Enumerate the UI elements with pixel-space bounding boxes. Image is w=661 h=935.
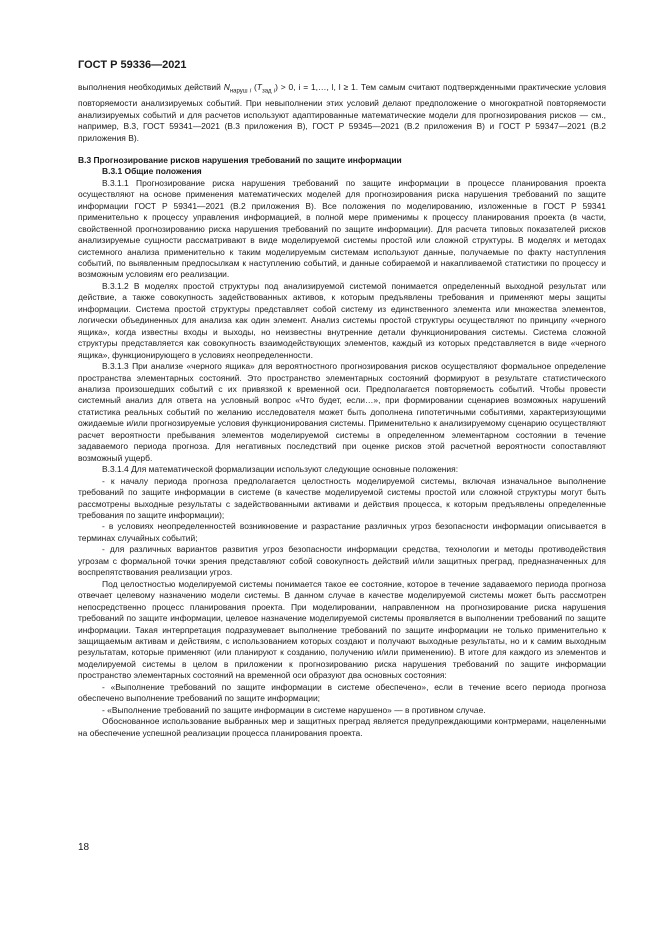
list-item: - «Выполнение требований по защите информации в системе обеспечено», если в течение всего периода прогноза обеспечено выполнение требований по защите информации;	[78, 681, 606, 704]
intro-n-var: N	[223, 82, 230, 92]
list-item: - «Выполнение требований по защите информации в системе нарушено» — в противном случае.	[102, 704, 486, 715]
intro-n-sub-index: i	[249, 88, 252, 95]
list-item: - для различных вариантов развития угроз безопасности информации средства, технологии и методы противодействия угрозам с формальной точки зрения представляют собой совокупность действий и/или защитных преград, предназначенных для воспрепятствования реализации угроз.	[78, 544, 606, 578]
list-item: - к началу периода прогноза предполагается целостность моделируемой системы, включая изначальное выполнение требований по защите информации в системе (в качестве моделируемой системы простой или сложной структуры могут быть рассмотрены выходные результаты с задействованными активами и действия процесса, к которым предъявлены определенные требования по защите информации);	[78, 475, 606, 520]
paragraph-b312: В.3.1.2 В моделях простой структуры под анализируемой системой понимается определенный выходной результат или действие, а также совокупность задействованных активов, к которым предъявлены требования и применяют меры защиты информации. Система простой структуры представляет собой систему из единственного элемента или множества элементов, логически объединенных для анализа как один элемент. Анализ системы простой структуры осуществляют по принципу «черного ящика», когда известны входы и выходы, но неизвестны внутренние детали функционирования системы. Система сложной структуры представляется как совокупность взаимодействующих элементов, каждый из которых представляется в виде «черного ящика», функционирующего в условиях неопределенности.	[78, 280, 606, 360]
page-number: 18	[78, 842, 90, 853]
paragraph-b311: В.3.1.1 Прогнозирование риска нарушения требований по защите информации в процессе планирования проекта осуществляют на основе применения математических моделей для прогнозирования риска нарушения требований по защите информации ГОСТ Р 59341—2021 (В.2 приложения В). Все положения по моделированию, изложенные в ГОСТ Р 59341 применительно к процессу управления информацией, в полной мере применимы к процессу планирования проекта (в части, свойственной прогнозированию риска нарушения требований по защите информации). Для расчета типовых показателей рисков анализируемые сущности рассматривают в виде моделируемой системы простой или сложной структуры. В моделях и методах системного анализа применительно к таким моделируемым системам используют данные, получаемые по факту наступления событий, по выявленным предпосылкам к наступлению событий, и данные собираемой и накапливаемой статистики по процессу и возможным условиям его реализации.	[78, 177, 606, 280]
section-gap	[78, 144, 606, 155]
standard-header: ГОСТ Р 59336—2021	[78, 59, 187, 71]
paragraph-b314: В.3.1.4 Для математической формализации используют следующие основные положения:	[102, 464, 459, 475]
intro-t-sub-index: i	[273, 88, 276, 95]
intro-text-pre: выполнения необходимых действий	[78, 82, 224, 92]
document-body	[78, 82, 606, 739]
list-item: - в условиях неопределенностей возникновение и разрастание различных угроз безопасности информации описывается в терминах случайных событий;	[78, 521, 606, 543]
paragraph-b313: В.3.1.3 При анализе «черного ящика» для вероятностного прогнозирования рисков осуществляют формальное определение пространства элементарных состояний. Это пространство элементарных состояний формируют в результате статистического анализа произошедших событий с их привязкой к временной оси. Предполагается повторяемость событий. Чтобы провести системный анализ для ответа на условный вопрос «Что будет, если…», при формировании сценариев возможных нарушений статистика реальных событий по желанию исследователя может быть дополнена гипотетичными событиями, характеризующими ожидаемые и/или прогнозируемые условия функционирования системы. Применительно к анализируемому сценарию осуществляют расчет вероятности пребывания элементов моделируемой системы в определенном элементарном состоянии в течение задаваемого периода прогноза. Для негативных последствий при оценке рисков этой расчетной вероятности сопоставляют возможный ущерб.	[78, 361, 606, 463]
section-heading: В.3 Прогнозирование рисков нарушения требований по защите информации	[78, 154, 402, 165]
paragraph-conclusion: Обоснованное использование выбранных мер и защитных преград является предупреждающими контрмерами, нацеленными на обеспечение успешной реализации процесса планирования проекта.	[78, 716, 606, 738]
intro-t-sub: зад	[261, 88, 272, 95]
subsection-heading: В.3.1 Общие положения	[102, 166, 202, 177]
paragraph-integrity: Под целостностью моделируемой системы понимается такое ее состояние, которое в течение задаваемого периода прогноза отвечает целевому назначению модели системы. В данном случае в качестве моделируемой системы может быть рассмотрен непосредственно процесс планирования проекта. При моделировании, направленном на прогнозирование риска нарушения требований по защите информации, целевое назначение моделируемой системы проявляется в выполнении требований по защите информации. Такая интерпретация подразумевает выполнение требований по защите информации не только применительно к защищаемым активам и действиям, с использованием которых создают и получают выходные результаты, но и к самим выходным результатам, которые применяют (или планируют к созданию, получению и/или применению). В итоге для каждого из элементов и моделируемой системы в целом в приложении к прогнозированию риска нарушения требований по защите информации пространство элементарных состояний на временной оси образуют два основных состояния:	[78, 578, 606, 681]
intro-text-post: ) > 0, i = 1,…, l, l ≥ 1. Тем самым считают подтвержденными практические условия повторяемости анализируемых событий. При невыполнении этих условий делают предположение о многократной повторяемости анализируемых событий и для расчетов используют адаптированные математические модели для прогнозирования рисков — см., например, В.3, ГОСТ 59341—2021 (В.3 приложения В), ГОСТ Р 59345—2021 (В.2 приложения В) и ГОСТ Р 59347—2021 (В.2 приложения В).	[78, 82, 607, 143]
intro-paren: (	[251, 82, 257, 92]
intro-n-sub: наруш	[229, 88, 248, 95]
intro-t-var: T	[256, 82, 262, 92]
intro-paragraph	[78, 82, 606, 144]
